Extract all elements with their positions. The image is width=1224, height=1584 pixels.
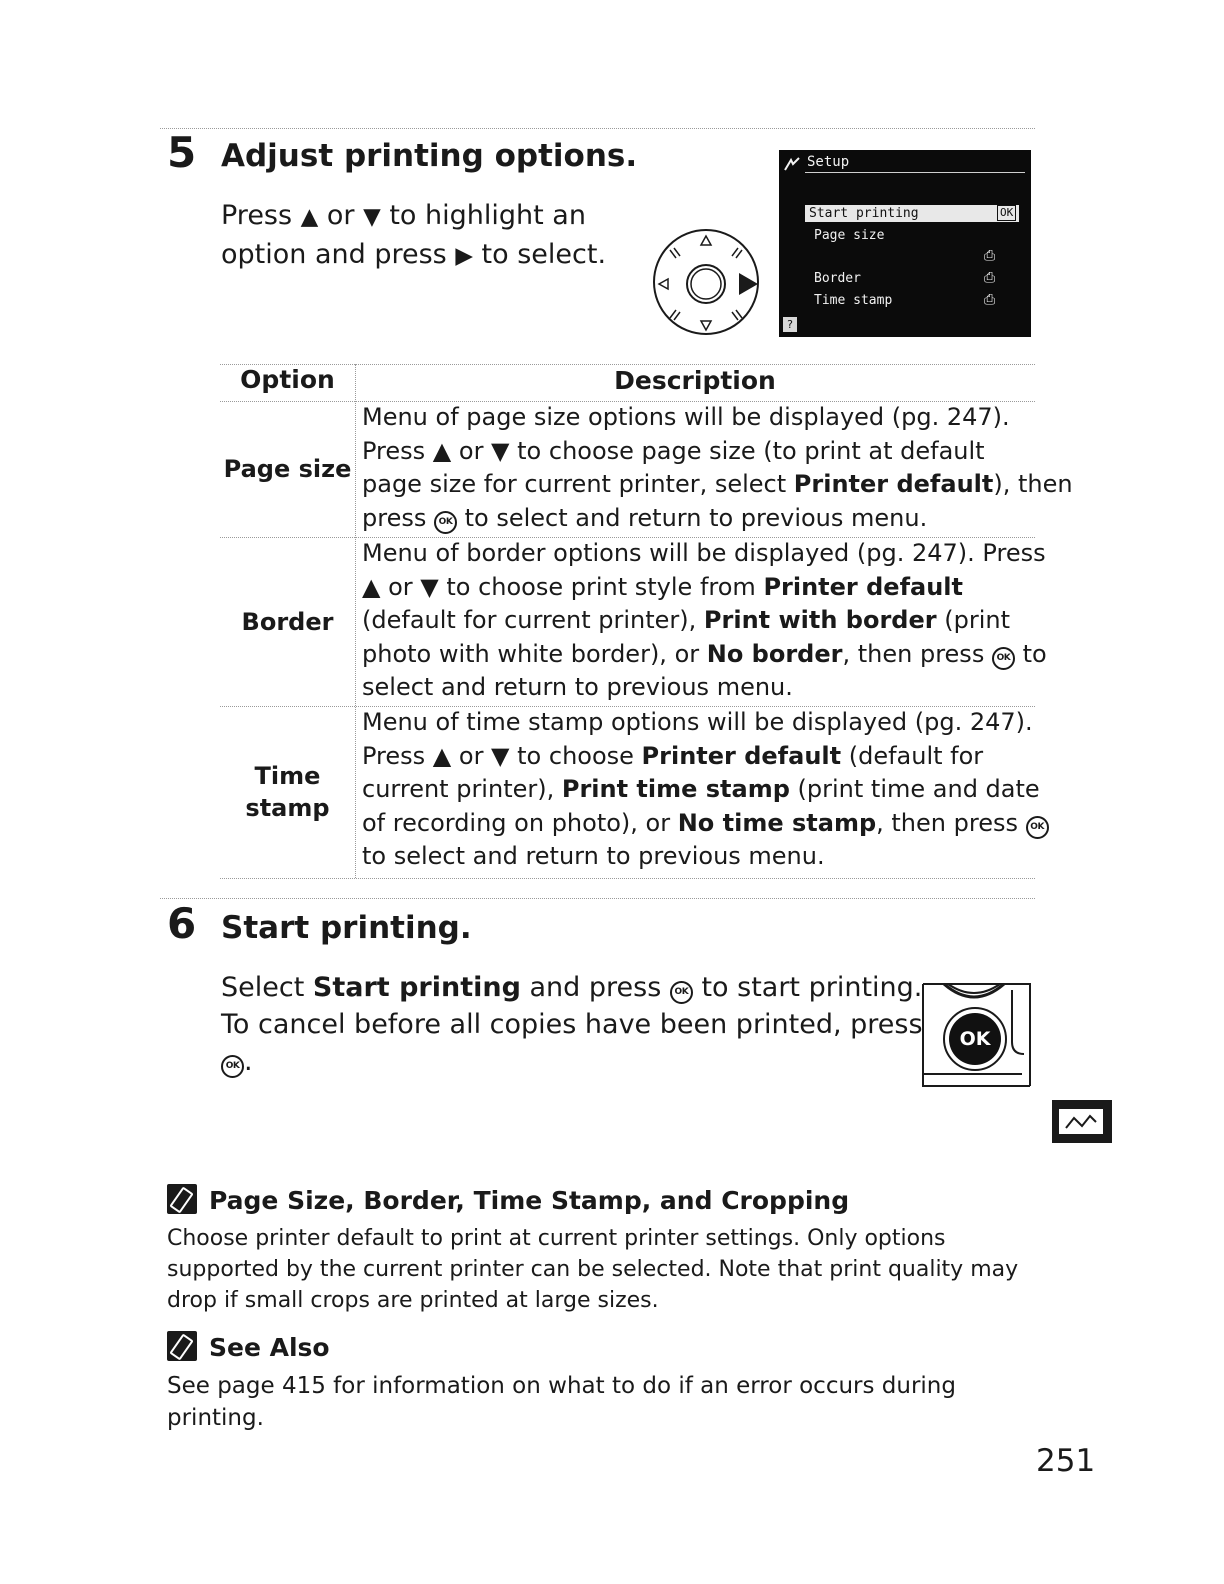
table-column-divider: [355, 364, 356, 878]
note-line: Choose printer default to print at current printer settings. Only options: [167, 1226, 946, 1251]
note-line: See page 415 for information on what to do if an error occurs during: [167, 1373, 956, 1399]
menu-item-page-size: Page size: [814, 228, 885, 243]
printer-icon: ⎙: [984, 248, 996, 264]
camera-lcd-screen: [779, 150, 1031, 337]
description-line: page size for current printer, select Printer default), then: [362, 470, 1073, 498]
step-instructions: [221, 197, 606, 275]
ok-indicator: OK: [997, 205, 1016, 221]
table-option-cell: Border: [241, 607, 334, 636]
section-tab-icon: [1052, 1100, 1112, 1143]
table-row-rule: [220, 706, 1035, 707]
note-line: supported by the current printer can be selected. Note that print quality may: [167, 1257, 1019, 1282]
setup-menu-icon: [783, 156, 801, 172]
ok-button-icon: OK: [221, 1055, 244, 1078]
menu-title-rule: [805, 172, 1025, 173]
menu-item-time-stamp: Time stamp: [814, 293, 893, 308]
description-line: Menu of time stamp options will be displayed (pg. 247).: [362, 708, 1033, 736]
step-title: Start printing.: [221, 910, 472, 946]
step-title: Adjust printing options.: [221, 138, 638, 174]
ok-button-illustration: [922, 982, 1032, 1088]
ok-button-icon: OK: [1026, 816, 1049, 839]
table-description-cell: [362, 706, 1049, 874]
table-option-cell: Page size: [223, 455, 352, 483]
instruction-line: OK .: [221, 1043, 923, 1080]
menu-title: Setup: [807, 154, 850, 170]
description-line: Menu of border options will be displayed (pg. 247). Press: [362, 539, 1046, 567]
description-line: of recording on photo), or No time stamp, then press OK: [362, 807, 1049, 841]
top-rule: [160, 128, 1035, 129]
note-heading: Page Size, Border, Time Stamp, and Cropping: [167, 1184, 849, 1215]
help-icon: ?: [783, 317, 797, 332]
page-number: 251: [1036, 1443, 1096, 1479]
table-bottom-rule: [220, 878, 1035, 879]
note-line: drop if small crops are printed at large sizes.: [167, 1288, 659, 1313]
menu-item-border: Border: [814, 271, 861, 286]
table-header-option: Option: [240, 365, 335, 394]
table-description-cell: [362, 401, 1073, 535]
description-line: press OK to select and return to previous menu.: [362, 503, 928, 532]
description-line: select and return to previous menu.: [362, 673, 793, 701]
description-line: ▲ or ▼ to choose print style from Printer default: [362, 572, 963, 601]
pencil-note-icon: [167, 1184, 197, 1214]
description-line: Press ▲ or ▼ to choose page size (to print at default: [362, 436, 985, 465]
section-rule: [160, 898, 1035, 899]
step-instructions: [221, 969, 923, 1080]
description-line: Menu of page size options will be displayed (pg. 247).: [362, 403, 1010, 431]
instruction-line: option and press ▶ to select.: [221, 239, 607, 270]
description-line: Press ▲ or ▼ to choose Printer default (default for: [362, 741, 984, 770]
note-heading: See Also: [167, 1331, 330, 1362]
ok-button-icon: OK: [434, 511, 457, 534]
instruction-line: Select Start printing and press OK to start printing.: [221, 972, 923, 1003]
ok-button-icon: OK: [992, 647, 1015, 670]
table-row-rule: [220, 537, 1035, 538]
menu-item-start-printing: Start printing: [805, 205, 1019, 222]
description-line: photo with white border), or No border, then press OK to: [362, 639, 1047, 668]
multi-selector-icon: [652, 228, 764, 340]
table-option-cell: Time stamp: [245, 762, 330, 822]
table-description-cell: [362, 537, 1047, 705]
pencil-note-icon: [167, 1331, 197, 1361]
note-line: printing.: [167, 1405, 264, 1431]
instruction-line: To cancel before all copies have been printed, press: [221, 1009, 923, 1040]
description-line: (default for current printer), Print with border (print: [362, 606, 1010, 634]
printer-icon: ⎙: [984, 292, 996, 308]
step-number: 5: [167, 128, 197, 177]
step-number: 6: [167, 899, 197, 948]
description-line: to select and return to previous menu.: [362, 842, 825, 870]
printer-icon: ⎙: [984, 270, 996, 286]
description-line: current printer), Print time stamp (print time and date: [362, 775, 1040, 803]
table-header-description: Description: [614, 366, 776, 395]
note-text: [167, 1370, 956, 1434]
ok-button: OK: [959, 1028, 991, 1050]
note-text: [167, 1223, 1018, 1316]
instruction-line: Press ▲ or ▼ to highlight an: [221, 200, 586, 231]
ok-button-icon: OK: [670, 981, 693, 1004]
